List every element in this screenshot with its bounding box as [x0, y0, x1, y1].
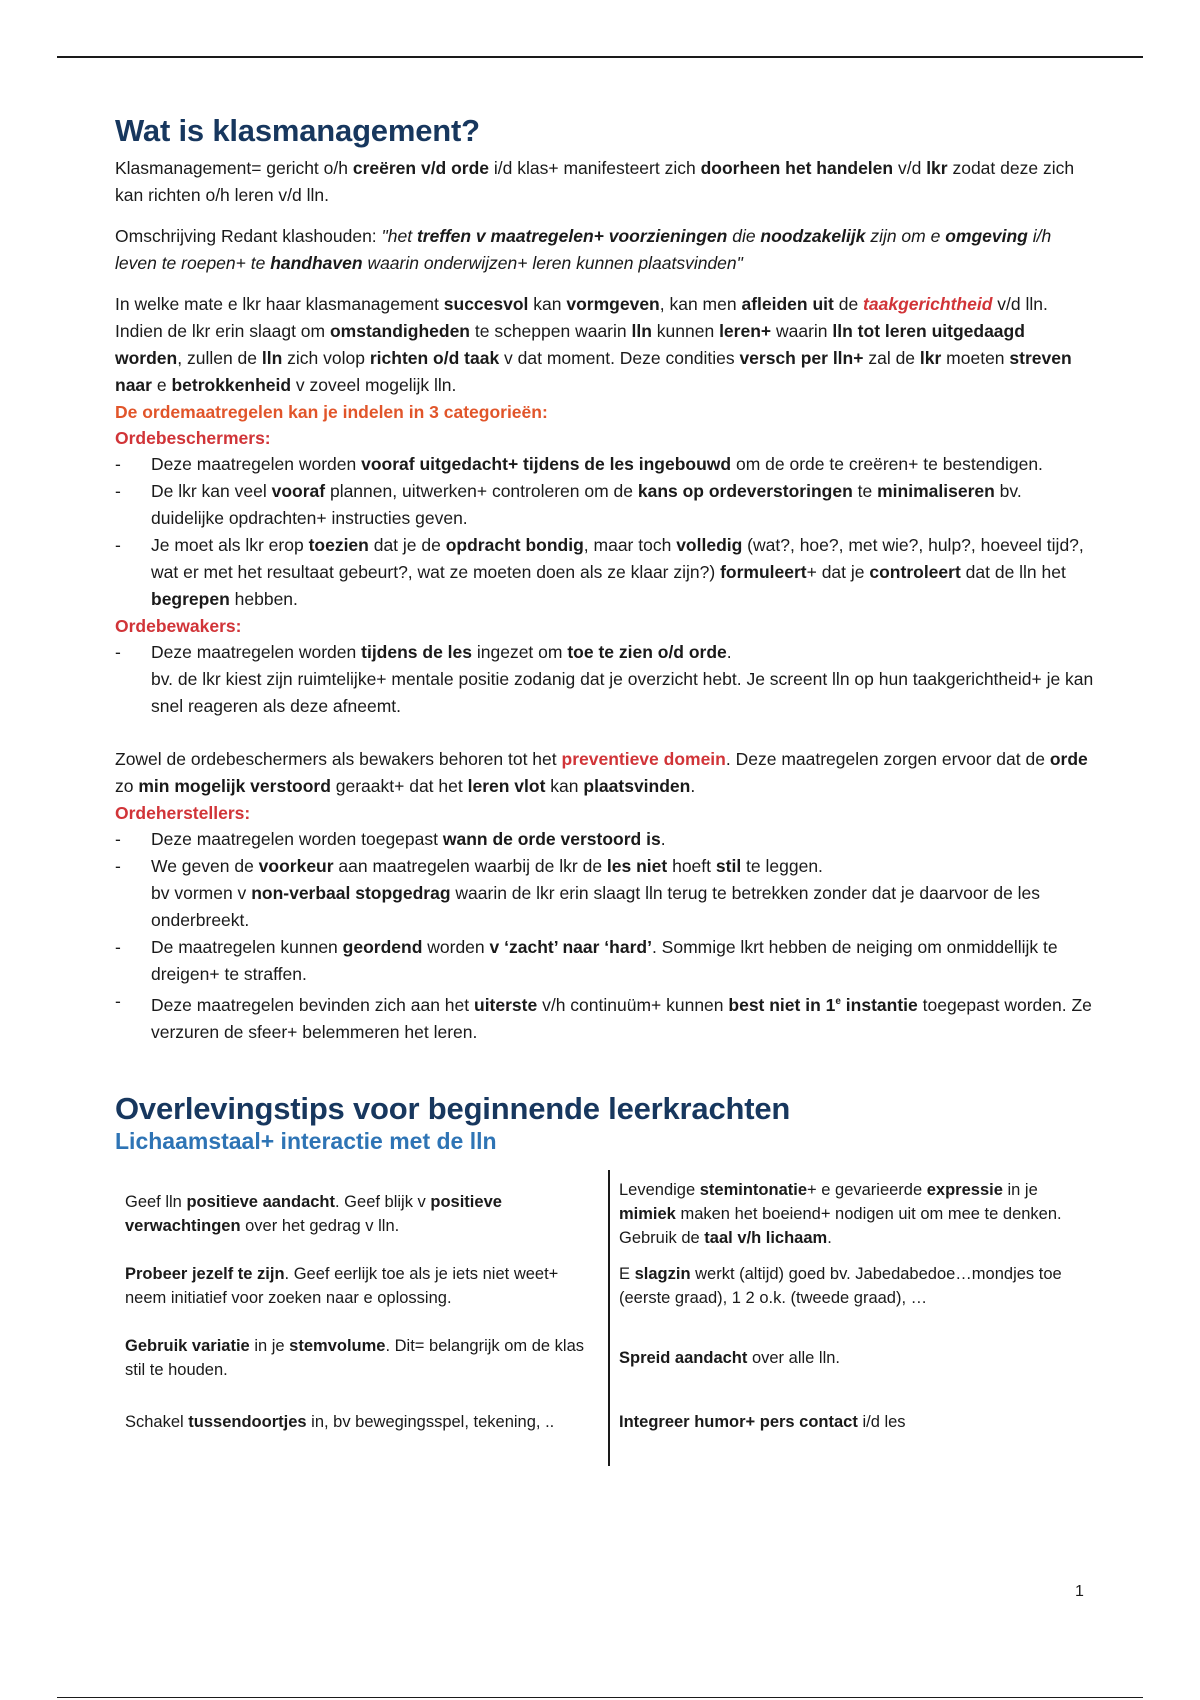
list-item: - Deze maatregelen worden tijdens de les ingezet om toe te zien o/d orde.: [115, 639, 1095, 666]
tip-cell: E slagzin werkt (altijd) goed bv. Jabedabedoe…mondjes toe (eerste graad), 1 2 o.k. (tweede graad), …: [619, 1264, 1062, 1307]
list-ordebewakers: [115, 639, 1095, 666]
page-content: [115, 112, 1095, 1450]
tip-cell: Integreer humor+ pers contact i/d les: [619, 1412, 906, 1431]
tip-cell: Levendige stemintonatie+ e gevarieerde expressie in je mimiek maken het boeiend+ nodigen uit om mee te denken. Gebruik de taal v/h lichaam.: [619, 1180, 1062, 1247]
tip-cell: Gebruik variatie in je stemvolume. Dit= belangrijk om de klas stil te houden.: [125, 1336, 585, 1379]
tip-cell: Probeer jezelf te zijn. Geef eerlijk toe als je iets niet weet+ neem initiatief voor zoeken naar e oplossing.: [125, 1264, 559, 1307]
list-item: - Deze maatregelen bevinden zich aan het uiterste v/h continuüm+ kunnen best niet in 1e instantie toegepast worden. Ze verzuren de sfeer+ belemmeren het leren.: [115, 988, 1095, 1046]
page-number: 1: [1075, 1583, 1084, 1600]
heading-ordebeschermers: Ordebeschermers:: [115, 428, 271, 449]
list-subtext: bv. de lkr kiest zijn ruimtelijke+ mentale positie zodanig dat je overzicht hebt. Je screent lln op hun taakgerichtheid+ je kan snel reageren als deze afneemt.: [151, 669, 1094, 717]
table-divider: [608, 1170, 610, 1466]
tip-cell: Geef lln positieve aandacht. Geef blijk v positieve verwachtingen over het gedrag v lln.: [125, 1192, 502, 1235]
paragraph-succes: In welke mate e lkr haar klasmanagement succesvol kan vormgeven, kan men afleiden uit de taakgerichtheid v/d lln. Indien de lkr erin slaagt om omstandigheden te scheppen waarin lln kunnen leren+ waarin lln tot leren uitgedaagd worden, zullen de lln zich volop richten o/d taak v dat moment. Deze condities versch per lln+ zal de lkr moeten streven naar e betrokkenheid v zoveel mogelijk lln.: [115, 294, 1072, 396]
heading-ordebewakers: Ordebewakers:: [115, 616, 242, 637]
section-title-overlevingstips: Overlevingstips voor beginnende leerkrachten: [115, 1091, 791, 1127]
list-item: - De maatregelen kunnen geordend worden v ‘zacht’ naar ‘hard’. Sommige lkrt hebben de neiging om onmiddellijk te dreigen+ te straffen.: [115, 934, 1095, 988]
section-subtitle: Lichaamstaal+ interactie met de lln: [115, 1128, 497, 1155]
list-item: - Je moet als lkr erop toezien dat je de opdracht bondig, maar toch volledig (wat?, hoe?, met wie?, hulp?, hoeveel tijd?, wat er met het resultaat gebeurt?, wat ze moeten doen als ze klaar zijn?) formuleert+ dat je controleert dat de lln het begrepen hebben.: [115, 532, 1095, 613]
list-item: - Deze maatregelen worden toegepast wann de orde verstoord is.: [115, 826, 1095, 853]
paragraph-preventief: Zowel de ordebeschermers als bewakers behoren tot het preventieve domein. Deze maatregelen zorgen ervoor dat de orde zo min mogelijk verstoord geraakt+ dat het leren vlot kan plaatsvinden.: [115, 749, 1088, 797]
categories-heading: De ordemaatregelen kan je indelen in 3 categorieën:: [115, 402, 548, 423]
list-item: - Deze maatregelen worden vooraf uitgedacht+ tijdens de les ingebouwd om de orde te creëren+ te bestendigen.: [115, 451, 1095, 478]
footer-rule: [57, 1697, 1143, 1698]
tip-cell: Spreid aandacht over alle lln.: [619, 1348, 841, 1367]
heading-ordeherstellers: Ordeherstellers:: [115, 803, 251, 824]
header-rule: [57, 56, 1143, 58]
paragraph-redant: Omschrijving Redant klashouden: "het treffen v maatregelen+ voorzieningen die noodzakelijk zijn om e omgeving i/h leven te roepen+ te handhaven waarin onderwijzen+ leren kunnen plaatsvinden": [115, 226, 1052, 274]
list-ordebeschermers: [115, 451, 1095, 613]
section-title-klasmanagement: Wat is klasmanagement?: [115, 113, 480, 148]
list-item: - We geven de voorkeur aan maatregelen waarbij de lkr de les niet hoeft stil te leggen. bv vormen v non-verbaal stopgedrag waarin de lkr erin slaagt lln terug te betrekken zonder dat je daarvoor de les onderbreekt.: [115, 853, 1095, 934]
tip-cell: Schakel tussendoortjes in, bv bewegingsspel, tekening, ..: [125, 1412, 555, 1431]
list-ordeherstellers: [115, 826, 1095, 1046]
tips-table: [115, 1178, 1095, 1450]
list-item: - De lkr kan veel vooraf plannen, uitwerken+ controleren om de kans op ordeverstoringen te minimaliseren bv. duidelijke opdrachten+ instructies geven.: [115, 478, 1095, 532]
paragraph-definition: Klasmanagement= gericht o/h creëren v/d orde i/d klas+ manifesteert zich doorheen het handelen v/d lkr zodat deze zich kan richten o/h leren v/d lln.: [115, 158, 1075, 206]
